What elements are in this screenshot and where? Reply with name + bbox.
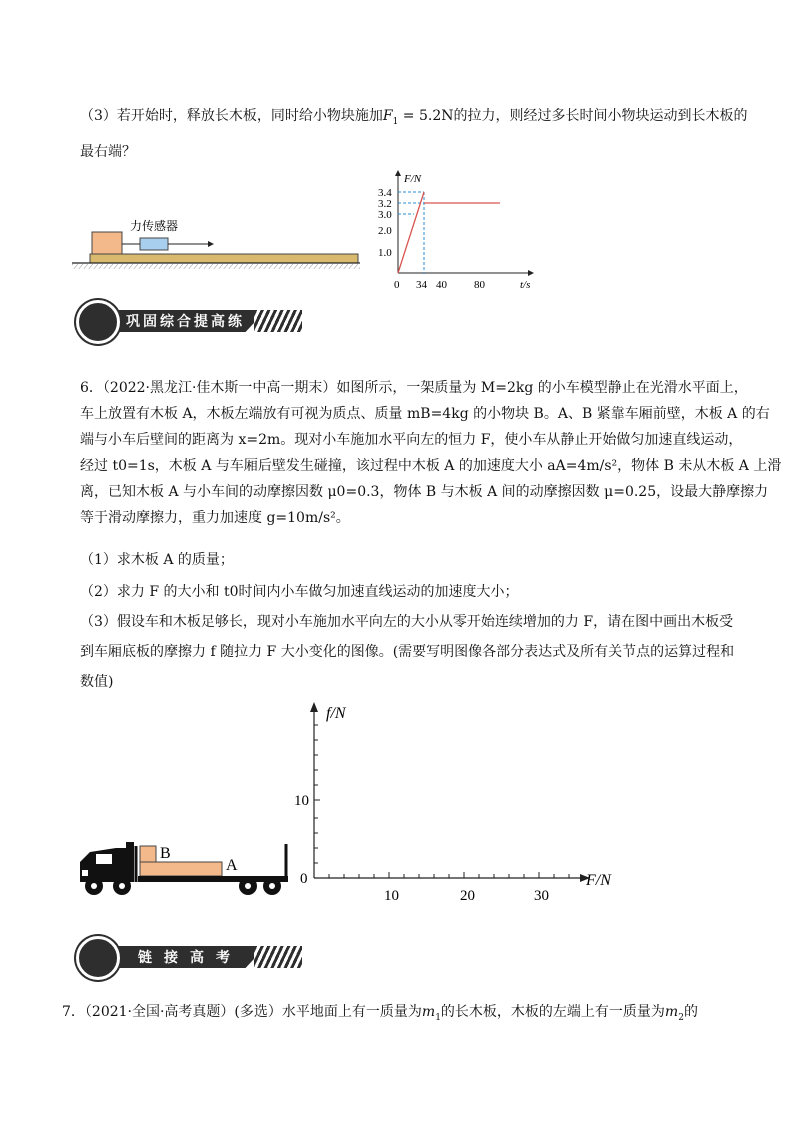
q6-line1: 6．（2022·黑龙江·佳木斯一中高一期末）如图所示，一架质量为 M=2kg 的小车模型静止在光滑水平面上， <box>80 380 748 396</box>
label-A: A <box>226 857 238 874</box>
section-banner-consolidation <box>76 300 306 338</box>
ft-xtick-40: 40 <box>436 279 447 291</box>
fig5-ft-graph <box>368 168 538 293</box>
q6-sub1: （1）求木板 A 的质量； <box>80 552 234 568</box>
banner-title: 巩固综合提高练 <box>126 314 245 330</box>
force-symbol: F <box>382 108 393 124</box>
ft-ytick-3.0: 3.0 <box>378 209 392 221</box>
fF-xtick-10: 10 <box>384 888 399 904</box>
q7-line1: 7．（2021·全国·高考真题）(多选）水平地面上有一质量为$m_1$的长木板，木板的左端上有一质量为$m_2$的 <box>62 1004 698 1023</box>
q6-line5: 离，已知木板 A 与小车间的动摩擦因数 μ0=0.3，物体 B 与木板 A 间的动摩擦因数 μ=0.25，设最大静摩擦力 <box>80 484 769 500</box>
q6-line3: 端与小车后壁间的距离为 x=2m。现对小车施加水平向左的恒力 F，使小车从静止开始做匀加速直线运动， <box>80 432 743 448</box>
q6-sub3-line3: 数值) <box>80 674 114 690</box>
ft-xtick-80: 80 <box>474 279 485 291</box>
fF-ytick-10: 10 <box>294 793 309 809</box>
q6-line2: 车上放置有木板 A，木板左端放有可视为质点、质量 mB=4kg 的小物块 B。A、B 紧靠车厢前壁，木板 A 的右 <box>80 406 770 422</box>
banner-badge-icon <box>76 936 120 980</box>
banner-title: 链接高考 <box>138 950 242 966</box>
fF-xtick-30: 30 <box>534 888 549 904</box>
ft-ylabel: F/N <box>404 173 422 185</box>
fig6-fF-graph <box>294 700 620 910</box>
q6-sub3-line1: （3）假设车和木板足够长，现对小车施加水平向左的大小从零开始连续增加的力 F，请在图中画出木板受 <box>80 614 734 630</box>
ft-ytick-3.4: 3.4 <box>378 187 392 199</box>
fig5-apparatus <box>68 210 368 280</box>
q6-line4: 经过 t0=1s，木板 A 与车厢后壁发生碰撞，该过程中木板 A 的加速度大小 aA=4m/s²，物体 B 未从木板 A 上滑 <box>80 458 782 474</box>
fig6-truck <box>76 830 294 900</box>
q6-sub3-line2: 到车厢底板的摩擦力 f 随拉力 F 大小变化的图像。(需要写明图像各部分表达式及所有关节点的运算过程和 <box>80 644 735 660</box>
sensor-label: 力传感器 <box>130 219 179 233</box>
ft-rising-line <box>398 192 424 273</box>
ft-ytick-3.2: 3.2 <box>378 198 392 210</box>
ft-xtick-0: 0 <box>394 279 400 291</box>
orange-block <box>92 232 122 254</box>
fF-origin: 0 <box>300 871 308 887</box>
banner-badge-icon <box>76 300 120 344</box>
board-A <box>140 862 222 876</box>
ft-xtick-34: 34 <box>416 279 427 291</box>
long-board <box>90 254 358 263</box>
q6-line6: 等于滑动摩擦力，重力加速度 g=10m/s²。 <box>80 510 350 526</box>
force-sensor <box>140 238 168 250</box>
fF-xtick-20: 20 <box>460 888 475 904</box>
block-B <box>140 846 156 862</box>
label-B: B <box>160 845 171 862</box>
q6-sub2: （2）求力 F 的大小和 t0时间内小车做匀加速直线运动的加速度大小； <box>80 584 519 600</box>
fF-xlabel: F/N <box>586 872 611 889</box>
ft-ytick-1.0: 1.0 <box>378 247 392 259</box>
fF-ylabel: f/N <box>326 705 346 722</box>
q5-part3-line2: 最右端？ <box>80 144 136 160</box>
q5-part3-line1: （3）若开始时，释放长木板，同时给小物块施加$F_1 = 5.2N$的拉力，则经过多长时间小物块运动到长木板的 <box>80 108 748 127</box>
ft-ytick-2.0: 2.0 <box>378 225 392 237</box>
ft-xlabel: t/s <box>520 279 531 291</box>
section-banner-gaokao <box>76 936 306 974</box>
